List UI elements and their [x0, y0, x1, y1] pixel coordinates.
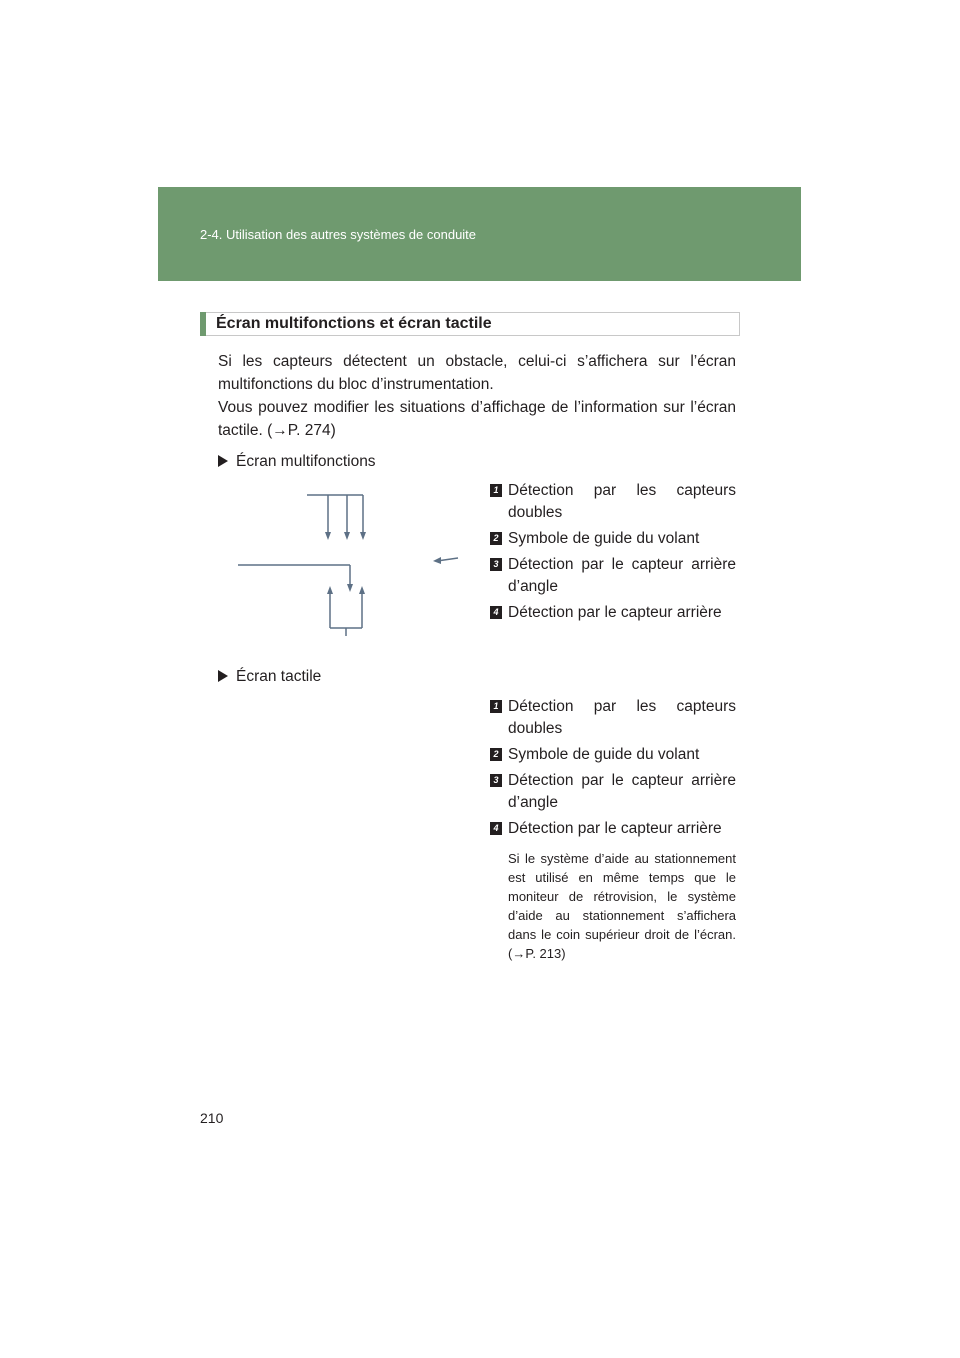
legend-number: 2 — [490, 532, 502, 545]
legend-item — [490, 554, 736, 598]
legend-text: Symbole de guide du volant — [508, 746, 700, 763]
touch-heading — [218, 668, 321, 686]
multifunction-heading — [218, 453, 376, 471]
arrowhead-down-icon — [344, 532, 350, 540]
legend-item — [490, 528, 736, 550]
legend-number: 3 — [490, 558, 502, 571]
legend-item — [490, 770, 736, 814]
legend-number: 2 — [490, 748, 502, 761]
intro-paragraph-2: Vous pouvez modifier les situations d’affichage de l’information sur l’écran tactile. (→P. 274) — [218, 399, 736, 439]
legend-number: 4 — [490, 606, 502, 619]
triangle-bullet-icon — [218, 670, 228, 682]
legend-text: Détection par les capteurs doubles — [508, 482, 736, 521]
intro-text — [218, 350, 736, 442]
legend-text: Détection par le capteur arrière d’angle — [508, 556, 736, 595]
arrowhead-down-icon — [325, 532, 331, 540]
legend-number: 3 — [490, 774, 502, 787]
legend-text: Détection par le capteur arrière d’angle — [508, 772, 736, 811]
legend-number: 1 — [490, 700, 502, 713]
page-number: 210 — [200, 1110, 224, 1126]
multifunction-heading-text: Écran multifonctions — [236, 453, 376, 470]
section-accent-bar — [200, 312, 206, 336]
legend-text: Détection par le capteur arrière — [508, 820, 722, 837]
multifunction-legend — [490, 480, 736, 628]
multifunction-diagram — [230, 488, 470, 648]
section-title-box — [200, 312, 740, 336]
legend-item — [490, 480, 736, 524]
legend-number: 4 — [490, 822, 502, 835]
legend-text: Détection par le capteur arrière — [508, 604, 722, 621]
touch-legend — [490, 696, 736, 844]
touch-heading-text: Écran tactile — [236, 668, 322, 685]
section-title: Écran multifonctions et écran tactile — [216, 315, 492, 332]
intro-paragraph-1: Si les capteurs détectent un obstacle, celui-ci s’affichera sur l’écran multifonctions du bloc d’instrumentation. — [218, 353, 736, 393]
arrowhead-down-icon — [347, 584, 353, 592]
arrowhead-up-icon — [359, 586, 365, 594]
chapter-header — [158, 187, 801, 281]
breadcrumb: 2-4. Utilisation des autres systèmes de conduite — [200, 227, 477, 242]
legend-text: Symbole de guide du volant — [508, 530, 700, 547]
legend-item — [490, 602, 736, 624]
legend-item — [490, 744, 736, 766]
legend-item — [490, 818, 736, 840]
arrowhead-up-icon — [327, 586, 333, 594]
legend-number: 1 — [490, 484, 502, 497]
touch-note: Si le système d’aide au stationnement est utilisé en même temps que le moniteur de rétrovision, le système d’aide au stationnement s’affichera dans le coin supérieur droit de l’écran. (→P. 213) — [508, 851, 736, 961]
legend-item — [490, 696, 736, 740]
legend-text: Détection par les capteurs doubles — [508, 698, 736, 737]
arrowhead-left-icon — [433, 557, 441, 564]
arrowhead-down-icon — [360, 532, 366, 540]
triangle-bullet-icon — [218, 455, 228, 467]
